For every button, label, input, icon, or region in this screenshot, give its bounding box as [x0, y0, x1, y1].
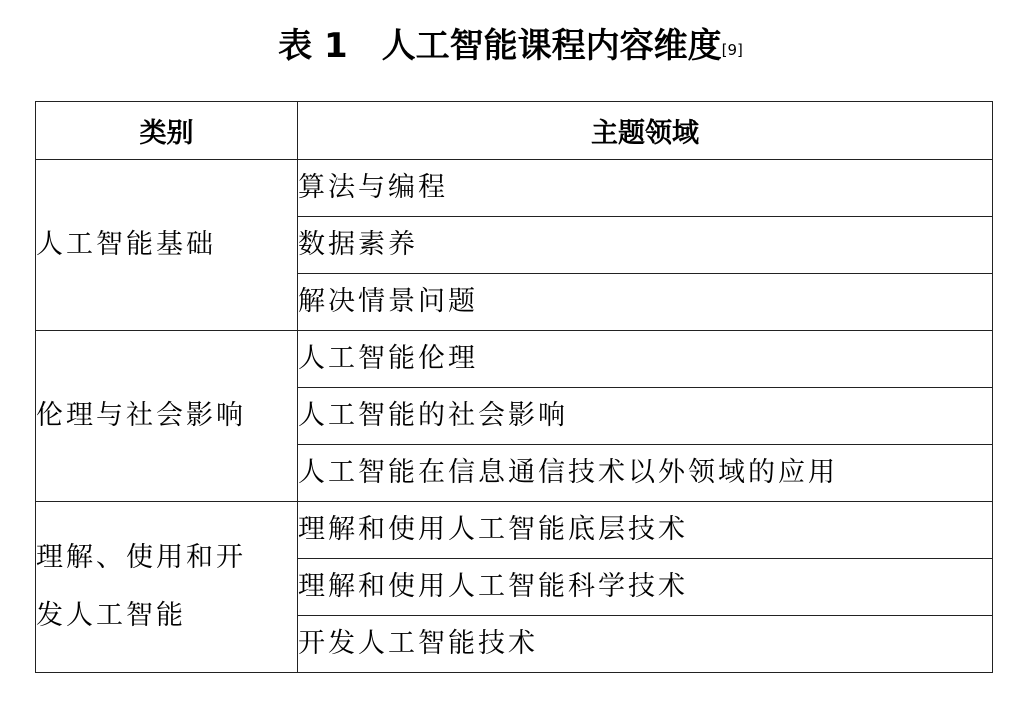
- category-label: 伦理与社会影响: [36, 400, 246, 431]
- topic-cell: 人工智能在信息通信技术以外领域的应用: [298, 445, 993, 502]
- topic-cell: 解决情景问题: [298, 274, 993, 331]
- category-label: 人工智能基础: [36, 229, 216, 260]
- header-row: [36, 102, 993, 160]
- header-category: 类别: [36, 102, 298, 160]
- category-cell: [36, 160, 298, 331]
- category-cell: [36, 331, 298, 502]
- table-title: [0, 18, 1021, 74]
- header-topic: 主题领域: [298, 102, 993, 160]
- content-table: [35, 101, 993, 673]
- topic-cell: 理解和使用人工智能底层技术: [298, 502, 993, 559]
- table-row: [36, 502, 993, 559]
- topic-cell: 理解和使用人工智能科学技术: [298, 559, 993, 616]
- table-caption: 人工智能课程内容维度: [381, 26, 722, 66]
- category-label: [36, 529, 246, 645]
- topic-cell: 数据素养: [298, 217, 993, 274]
- topic-cell: 算法与编程: [298, 160, 993, 217]
- table-row: [36, 331, 993, 388]
- category-label-line: 发人工智能: [36, 600, 186, 631]
- table-number: 表 1: [278, 26, 348, 66]
- table-row: [36, 160, 993, 217]
- reference-marker: [9]: [721, 41, 743, 59]
- category-label-line: 理解、使用和开: [36, 542, 246, 573]
- topic-cell: 开发人工智能技术: [298, 616, 993, 673]
- category-cell: [36, 502, 298, 673]
- topic-cell: 人工智能伦理: [298, 331, 993, 388]
- topic-cell: 人工智能的社会影响: [298, 388, 993, 445]
